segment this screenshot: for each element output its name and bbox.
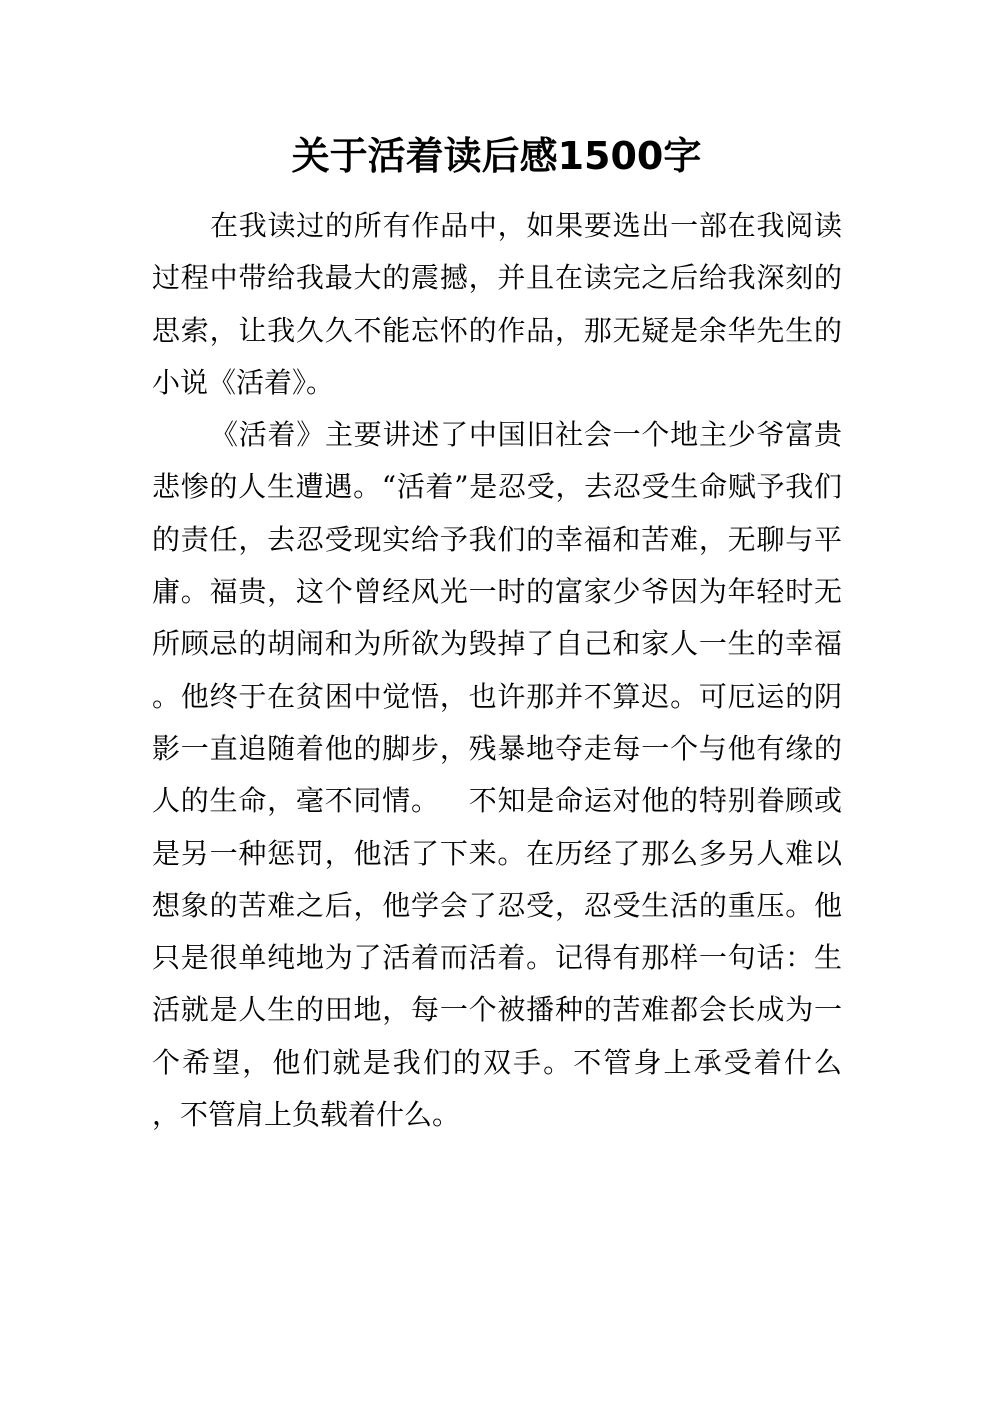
document-body bbox=[152, 200, 869, 1141]
paragraph-summary: 《活着》主要讲述了中国旧社会一个地主少爷富贵悲惨的人生遭遇。“活着”是忍受，去忍受生命赋予我们的责任，去忍受现实给予我们的幸福和苦难，无聊与平庸。福贵，这个曾经风光一时的富家少爷因为年轻时无所顾忌的胡闹和为所欲为毁掉了自己和家人一生的幸福。他终于在贫困中觉悟，也许那并不算迟。可厄运的阴影一直追随着他的脚步，残暴地夺走每一个与他有缘的人的生命，毫不同情。 不知是命运对他的特别眷顾或是另一种惩罚，他活了下来。在历经了那么多另人难以想象的苦难之后，他学会了忍受，忍受生活的重压。他只是很单纯地为了活着而活着。记得有那样一句话：生活就是人生的田地，每一个被播种的苦难都会长成为一个希望，他们就是我们的双手。不管身上承受着什么 ，不管肩上负载着什么。 bbox=[152, 418, 869, 1132]
document-title: 关于活着读后感1500字 bbox=[291, 134, 702, 178]
paragraph-intro: 在我读过的所有作品中，如果要选出一部在我阅读过程中带给我最大的震撼，并且在读完之后给我深刻的思索，让我久久不能忘怀的作品，那无疑是余华先生的小说《活着》。 bbox=[152, 209, 842, 399]
